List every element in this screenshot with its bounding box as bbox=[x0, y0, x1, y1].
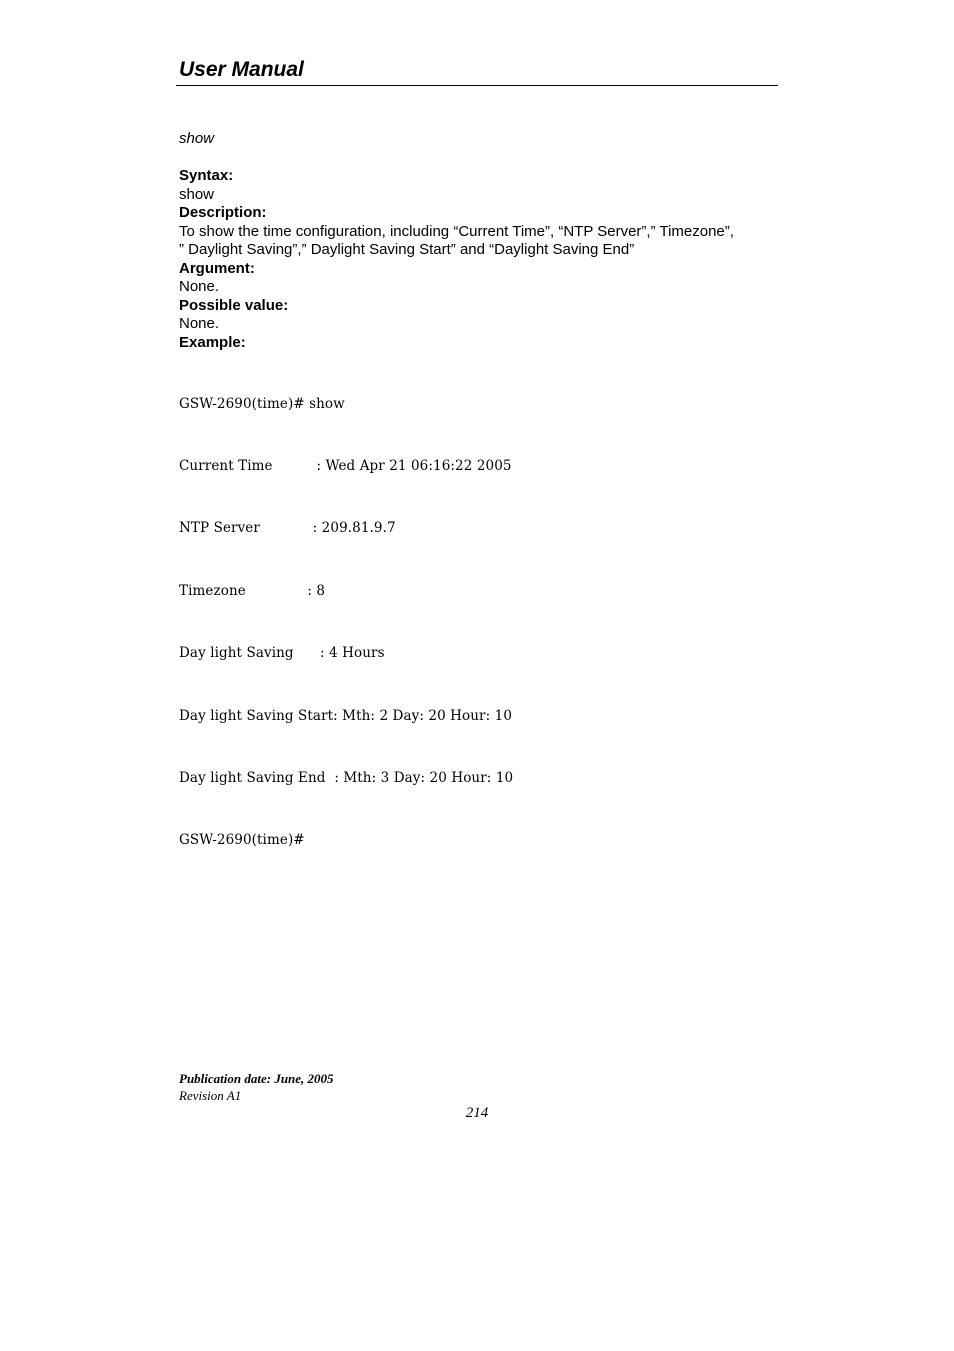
console-example bbox=[179, 352, 779, 893]
console-line: NTP Server : 209.81.9.7 bbox=[179, 520, 396, 537]
header-divider bbox=[176, 85, 778, 86]
console-line: GSW-2690(time)# bbox=[179, 832, 305, 849]
description-line-1: To show the time configuration, including “Current Time”, “NTP Server”,” Timezone”, bbox=[179, 222, 734, 240]
example-heading: Example: bbox=[179, 333, 246, 351]
console-line: Day light Saving : 4 Hours bbox=[179, 645, 385, 662]
console-line: GSW-2690(time)# show bbox=[179, 395, 345, 412]
argument-value: None. bbox=[179, 278, 220, 295]
command-name: show bbox=[179, 130, 215, 147]
syntax-value: show bbox=[179, 185, 215, 203]
document-body bbox=[179, 129, 779, 893]
argument-heading: Argument: bbox=[179, 259, 255, 277]
possible-value-text: None. bbox=[179, 315, 220, 332]
syntax-heading: Syntax: bbox=[179, 167, 234, 184]
page-number: 214 bbox=[465, 1105, 489, 1121]
page-footer bbox=[179, 1070, 334, 1104]
publication-date: Publication date: June, 2005 bbox=[179, 1071, 334, 1086]
document-header-title: User Manual bbox=[179, 58, 304, 81]
possible-value-heading: Possible value: bbox=[179, 296, 289, 314]
console-line: Day light Saving Start: Mth: 2 Day: 20 Hour: 10 bbox=[179, 707, 513, 724]
console-line: Day light Saving End : Mth: 3 Day: 20 Hour: 10 bbox=[179, 769, 514, 786]
revision-label: Revision A1 bbox=[179, 1088, 242, 1103]
description-line-2: ” Daylight Saving”,” Daylight Saving Start” and “Daylight Saving End” bbox=[179, 241, 635, 258]
description-heading: Description: bbox=[179, 204, 267, 221]
console-line: Current Time : Wed Apr 21 06:16:22 2005 bbox=[179, 457, 512, 474]
console-line: Timezone : 8 bbox=[179, 582, 326, 599]
